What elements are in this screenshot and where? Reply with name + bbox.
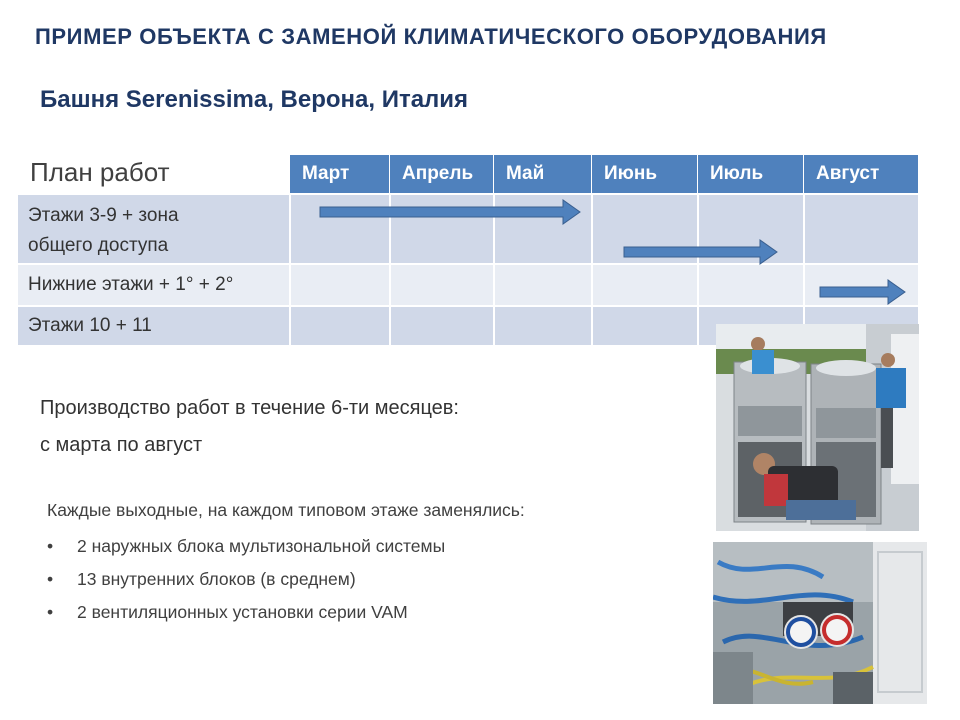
list-item: • 13 внутренних блоков (в среднем)	[47, 569, 356, 589]
timeline-arrow	[318, 197, 588, 227]
slide-subtitle: Башня Serenissima, Верона, Италия	[40, 86, 469, 113]
timeline-arrow	[818, 277, 910, 307]
schedule-label: План работ	[30, 157, 170, 187]
grid-line	[803, 193, 805, 345]
gauges-photo	[713, 542, 927, 704]
month-header: Июль	[698, 155, 804, 193]
month-header: Август	[804, 155, 918, 193]
month-header: Март	[290, 155, 390, 193]
month-header: Апрель	[390, 155, 494, 193]
row-label: Нижние этажи + 1° + 2°	[28, 274, 234, 295]
row-label: Этажи 3-9 + зона общего доступа	[28, 205, 179, 256]
outdoor-units-photo	[716, 324, 919, 531]
timeline-arrow	[622, 237, 782, 267]
details-lead: Каждые выходные, на каждом типовом этаже заменялись:	[47, 500, 525, 520]
list-item: • 2 вентиляционных установки серии VAM	[47, 602, 408, 622]
slide-title: ПРИМЕР ОБЪЕКТА С ЗАМЕНОЙ КЛИМАТИЧЕСКОГО ОБОРУДОВАНИЯ	[35, 24, 827, 49]
duration-text: Производство работ в течение 6-ти месяцев:	[40, 397, 459, 419]
grid-line	[697, 193, 699, 345]
grid-line	[289, 193, 291, 345]
grid-line	[591, 193, 593, 345]
duration-range: с марта по август	[40, 434, 203, 456]
month-header: Июнь	[592, 155, 698, 193]
row-label: Этажи 10 + 11	[28, 315, 152, 336]
list-item: • 2 наружных блока мультизональной системы	[47, 536, 446, 556]
month-header: Май	[494, 155, 592, 193]
